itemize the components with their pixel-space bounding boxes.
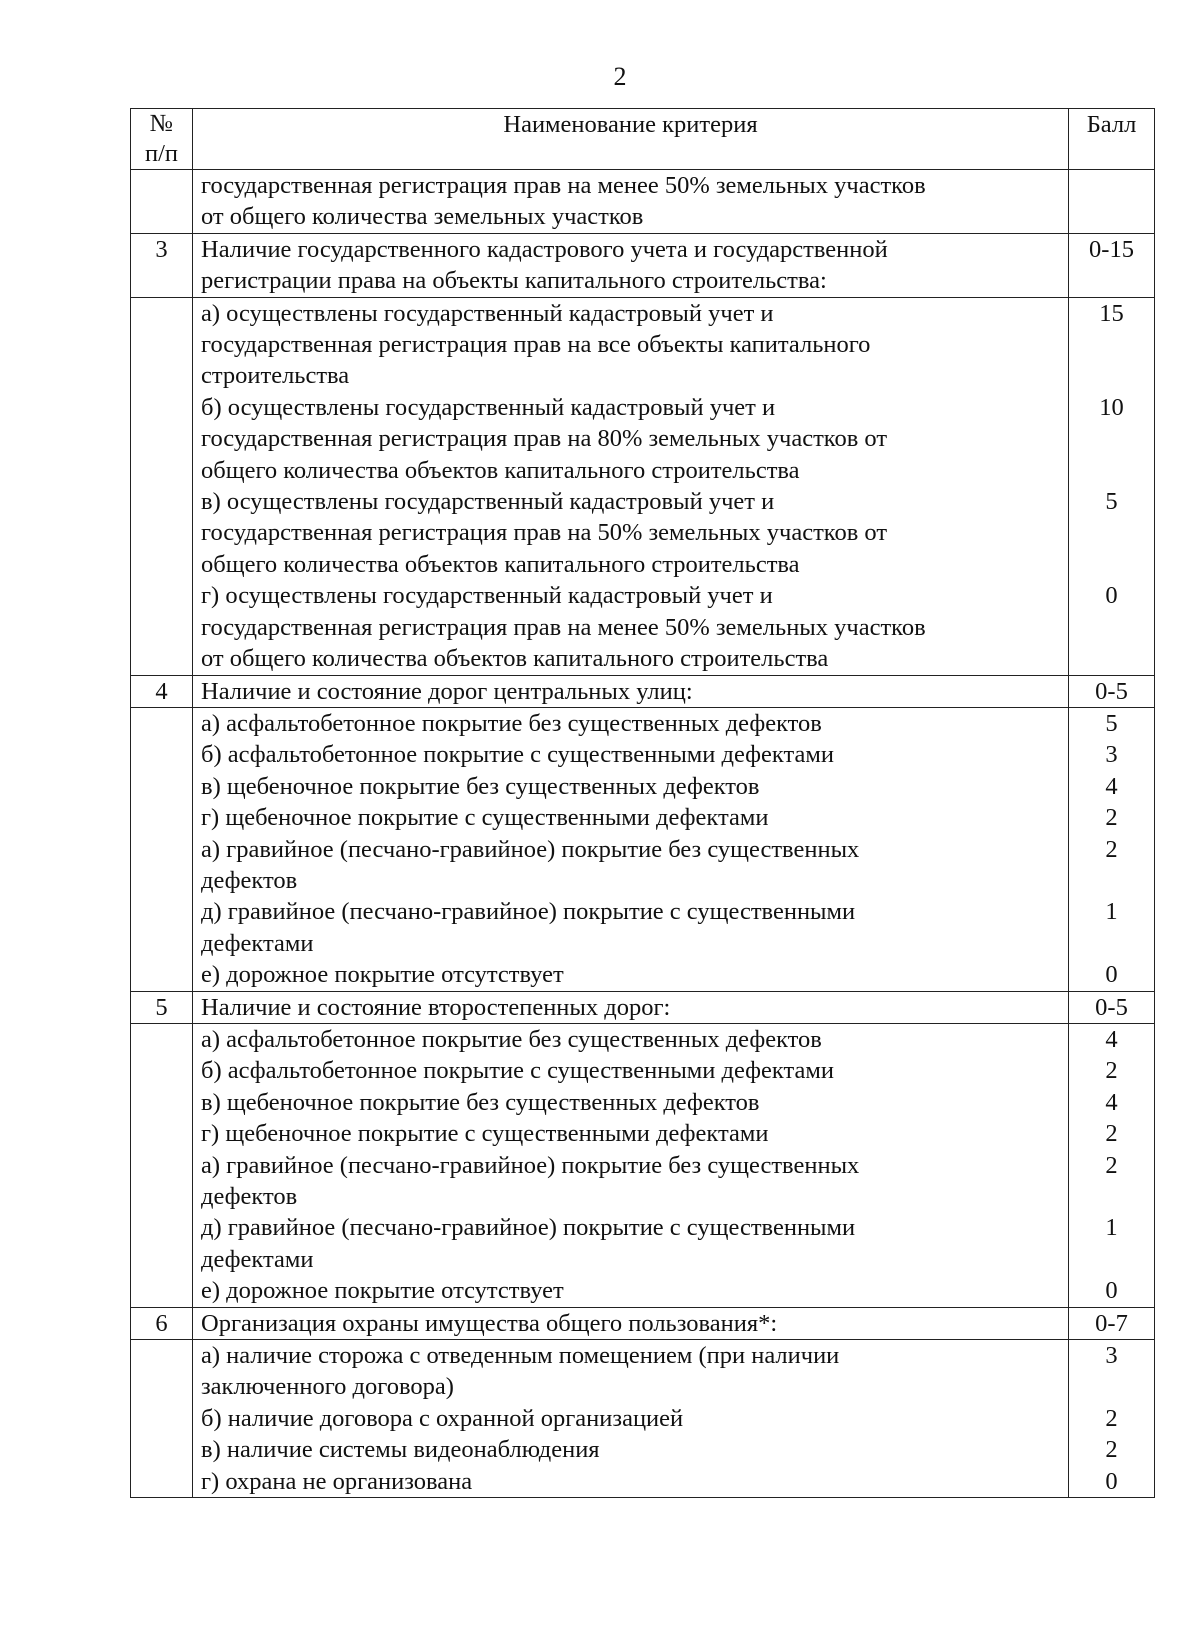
criterion-title — [193, 233, 1069, 297]
option-text-line: г) щебеночное покрытие с существенными дефектами — [201, 804, 769, 832]
option-score: 2 — [1105, 1057, 1118, 1085]
option-score: 5 — [1105, 709, 1118, 737]
continuation-row — [131, 170, 1155, 234]
option-text-line: от общего количества объектов капитального строительства — [201, 645, 829, 673]
criterion-score-range: 0-5 — [1069, 991, 1155, 1023]
criterion-number-continued — [131, 707, 193, 991]
option-item — [201, 1024, 1060, 1055]
option-item — [201, 771, 1060, 802]
option-score-block — [1077, 1055, 1146, 1086]
criterion-number: 6 — [131, 1307, 193, 1339]
option-score: 2 — [1105, 1404, 1118, 1432]
option-text-line: государственная регистрация прав на все объекты капитального — [201, 331, 871, 359]
option-score: 3 — [1105, 741, 1118, 769]
option-score-block — [1077, 771, 1146, 802]
option-score: 15 — [1099, 299, 1124, 327]
criterion-options-row — [131, 1023, 1155, 1307]
criterion-title-line: Наличие государственного кадастрового учета и государственной — [201, 235, 888, 263]
criterion-title — [193, 991, 1069, 1023]
option-text-line: г) осуществлены государственный кадастровый учет и — [201, 582, 773, 610]
option-item — [201, 896, 1060, 959]
option-item — [201, 1275, 1060, 1306]
page-number: 2 — [613, 62, 627, 91]
option-score-block — [1077, 1024, 1146, 1055]
option-item — [201, 959, 1060, 990]
criterion-score-range: 0-15 — [1069, 233, 1155, 297]
option-text-line: а) асфальтобетонное покрытие без существенных дефектов — [201, 709, 822, 737]
option-score: 5 — [1105, 488, 1118, 516]
criterion-options-row — [131, 1340, 1155, 1498]
criterion-number-continued — [131, 1023, 193, 1307]
option-score-block — [1077, 392, 1146, 486]
option-score: 4 — [1105, 1025, 1118, 1053]
option-score-block — [1077, 1434, 1146, 1465]
option-text-line: дефектов — [201, 866, 298, 894]
header-score: Балл — [1069, 109, 1155, 170]
option-item — [201, 1150, 1060, 1213]
criterion-option-scores — [1069, 707, 1155, 991]
option-text-line: дефектов — [201, 1183, 298, 1210]
criterion-title-line: Наличие и состояние дорог центральных улиц: — [201, 677, 693, 705]
option-score-block — [1077, 739, 1146, 770]
option-score-block — [1077, 486, 1146, 580]
continuation-line: от общего количества земельных участков — [201, 203, 644, 231]
continuation-num — [131, 170, 193, 234]
table-header-row — [131, 109, 1155, 170]
header-name: Наименование критерия — [193, 109, 1069, 170]
option-score-block — [1077, 1340, 1146, 1403]
option-item — [201, 1212, 1060, 1275]
option-score-block — [1077, 802, 1146, 833]
option-item — [201, 392, 1060, 486]
criterion-options — [193, 297, 1069, 675]
option-text-line: в) щебеночное покрытие без существенных дефектов — [201, 772, 760, 800]
option-item — [201, 802, 1060, 833]
option-item — [201, 1087, 1060, 1118]
criteria-table — [130, 108, 1155, 1498]
header-num — [131, 109, 193, 170]
option-item — [201, 298, 1060, 392]
option-score-block — [1077, 1150, 1146, 1213]
criterion-number: 3 — [131, 233, 193, 297]
option-score-block — [1077, 896, 1146, 959]
criterion-title — [193, 675, 1069, 707]
table-body — [131, 170, 1155, 1498]
option-text-line: строительства — [201, 362, 350, 390]
option-score-block — [1077, 708, 1146, 739]
option-score: 0 — [1105, 961, 1118, 989]
criterion-number: 5 — [131, 991, 193, 1023]
option-text-line: заключенного договора) — [201, 1373, 454, 1401]
criterion-option-scores — [1069, 297, 1155, 675]
header-num-line1: № — [149, 110, 174, 137]
option-text-line: в) щебеночное покрытие без существенных дефектов — [201, 1088, 760, 1116]
criterion-title — [193, 1307, 1069, 1339]
criterion-row — [131, 675, 1155, 707]
criterion-row — [131, 233, 1155, 297]
option-text-line: государственная регистрация прав на 50% земельных участков от — [201, 519, 888, 547]
criterion-options — [193, 1023, 1069, 1307]
option-text-line: дефектами — [201, 929, 314, 957]
option-score: 4 — [1105, 1088, 1118, 1116]
option-item — [201, 580, 1060, 674]
option-text-line: а) асфальтобетонное покрытие без существенных дефектов — [201, 1025, 822, 1053]
criterion-options-row — [131, 707, 1155, 991]
criterion-number: 4 — [131, 675, 193, 707]
continuation-text — [193, 170, 1069, 234]
header-num-line2: п/п — [144, 140, 179, 167]
criterion-option-scores — [1069, 1023, 1155, 1307]
criterion-title-line: Организация охраны имущества общего пользования*: — [201, 1309, 778, 1337]
option-score: 0 — [1105, 1277, 1118, 1305]
option-text-line: а) гравийное (песчано-гравийное) покрытие без существенных — [201, 1151, 860, 1179]
option-item — [201, 1434, 1060, 1465]
option-score: 2 — [1105, 835, 1118, 863]
option-text-line: а) гравийное (песчано-гравийное) покрытие без существенных — [201, 835, 860, 863]
option-text-line: е) дорожное покрытие отсутствует — [201, 1277, 564, 1305]
option-text-line: д) гравийное (песчано-гравийное) покрытие с существенными — [201, 898, 856, 926]
option-score: 2 — [1105, 804, 1118, 832]
continuation-line: государственная регистрация прав на менее 50% земельных участков — [201, 172, 926, 199]
option-item — [201, 834, 1060, 897]
option-score: 1 — [1105, 1214, 1118, 1242]
option-text-line: а) наличие сторожа с отведенным помещением (при наличии — [201, 1342, 840, 1370]
option-score: 1 — [1105, 898, 1118, 926]
option-text-line: в) наличие системы видеонаблюдения — [201, 1436, 600, 1464]
criterion-options — [193, 1340, 1069, 1498]
option-text-line: е) дорожное покрытие отсутствует — [201, 961, 564, 989]
option-score: 2 — [1105, 1120, 1118, 1148]
option-text-line: г) щебеночное покрытие с существенными дефектами — [201, 1120, 769, 1148]
option-score-block — [1077, 1212, 1146, 1275]
criterion-title-line: регистрации права на объекты капитального строительства: — [201, 267, 827, 295]
option-text-line: д) гравийное (песчано-гравийное) покрытие с существенными — [201, 1214, 856, 1242]
option-item — [201, 1118, 1060, 1149]
option-score-block — [1077, 959, 1146, 990]
option-text-line: а) осуществлены государственный кадастровый учет и — [201, 299, 774, 327]
option-text-line: в) осуществлены государственный кадастровый учет и — [201, 488, 775, 516]
option-score: 0 — [1105, 582, 1118, 610]
option-score: 2 — [1105, 1436, 1118, 1464]
option-item — [201, 708, 1060, 739]
criterion-title-line: Наличие и состояние второстепенных дорог: — [201, 993, 671, 1021]
criterion-row — [131, 991, 1155, 1023]
option-score: 10 — [1099, 393, 1124, 421]
option-text-line: общего количества объектов капитального строительства — [201, 550, 800, 578]
option-score-block — [1077, 580, 1146, 674]
criterion-options — [193, 707, 1069, 991]
option-score-block — [1077, 1275, 1146, 1306]
option-score: 3 — [1105, 1342, 1118, 1370]
option-text-line: государственная регистрация прав на менее 50% земельных участков — [201, 613, 926, 641]
option-text-line: общего количества объектов капитального строительства — [201, 456, 800, 484]
option-score-block — [1077, 1466, 1146, 1497]
criterion-number-continued — [131, 297, 193, 675]
option-item — [201, 1466, 1060, 1497]
option-score-block — [1077, 1403, 1146, 1434]
criterion-number-continued — [131, 1340, 193, 1498]
option-text-line: б) осуществлены государственный кадастровый учет и — [201, 393, 776, 421]
continuation-score — [1069, 170, 1155, 234]
criterion-row — [131, 1307, 1155, 1339]
option-text-line: б) асфальтобетонное покрытие с существенными дефектами — [201, 1057, 834, 1085]
option-score: 0 — [1105, 1467, 1118, 1495]
option-score-block — [1077, 1087, 1146, 1118]
option-score: 4 — [1105, 772, 1118, 800]
criterion-option-scores — [1069, 1340, 1155, 1498]
option-item — [201, 1403, 1060, 1434]
option-score-block — [1077, 298, 1146, 392]
criterion-options-row — [131, 297, 1155, 675]
option-text-line: б) наличие договора с охранной организацией — [201, 1404, 684, 1432]
criterion-score-range: 0-5 — [1069, 675, 1155, 707]
option-text-line: дефектами — [201, 1245, 314, 1273]
option-item — [201, 486, 1060, 580]
option-text-line: б) асфальтобетонное покрытие с существенными дефектами — [201, 741, 834, 769]
option-item — [201, 1055, 1060, 1086]
option-text-line: государственная регистрация прав на 80% земельных участков от — [201, 425, 888, 453]
criterion-score-range: 0-7 — [1069, 1307, 1155, 1339]
option-item — [201, 739, 1060, 770]
option-score: 2 — [1105, 1151, 1118, 1179]
option-score-block — [1077, 834, 1146, 897]
option-score-block — [1077, 1118, 1146, 1149]
option-text-line: г) охрана не организована — [201, 1467, 473, 1495]
option-item — [201, 1340, 1060, 1403]
